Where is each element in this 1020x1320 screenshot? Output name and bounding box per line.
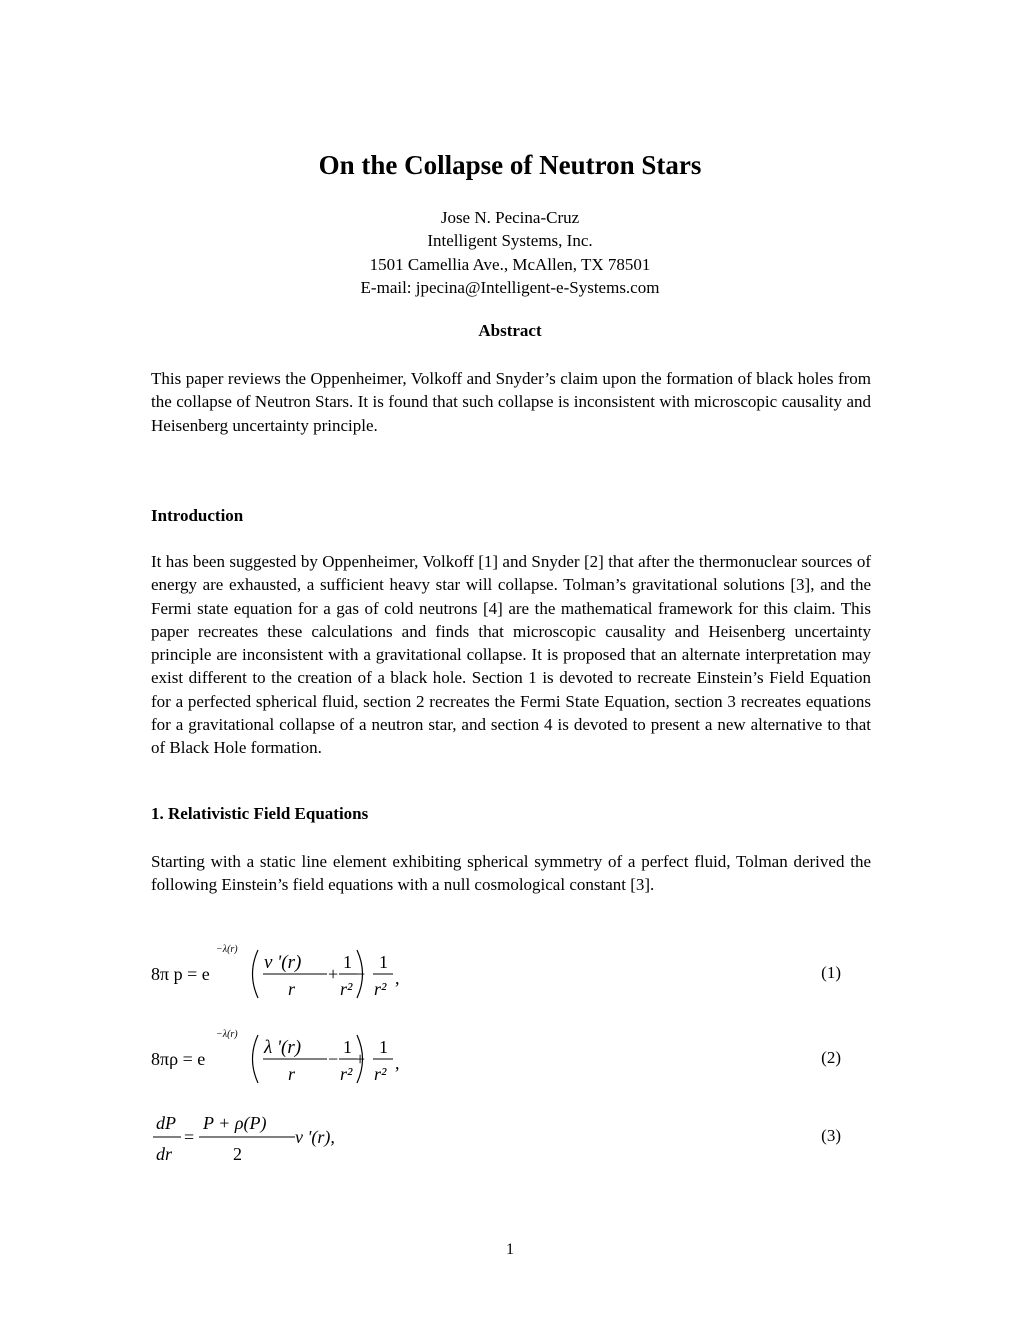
eq2-exponent: −λ(r) [216,1029,238,1040]
equation-1-number: (1) [821,963,841,982]
section1-text: Starting with a static line element exhibiting spherical symmetry of a perfect fluid, Tolman derived the following Einstein’s field equations with a null cosmological constant [3]. [151,852,871,895]
eq3-rhs-numerator: P + ρ(P) [203,1113,267,1133]
author-name: Jose N. Pecina-Cruz [440,208,580,227]
eq1-trailing-comma: , [395,968,400,988]
equation-3 [151,1108,841,1178]
eq1-exponent: −λ(r) [216,944,238,955]
equation-3-formula [151,1108,571,1178]
eq1-op2: − [355,964,366,984]
page-number: 1 [506,1241,514,1258]
eq1-term3-denominator: r² [374,979,387,999]
eq1-term2-numerator: 1 [343,952,352,972]
equation-1 [151,940,841,1010]
eq1-lhs: 8π p = e [151,964,210,984]
eq2-term2-denominator: r² [340,1064,353,1084]
eq2-term1-denominator: r [288,1064,296,1084]
equation-2-formula [151,1025,571,1095]
eq1-term1-denominator: r [288,979,296,999]
eq2-term3-numerator: 1 [379,1037,388,1057]
eq2-op2: + [355,1049,366,1069]
eq3-lhs-denominator: dr [156,1144,173,1164]
eq2-lhs: 8πρ = e [151,1049,206,1069]
author-address: 1501 Camellia Ave., McAllen, TX 78501 [369,254,651,274]
eq1-term2-denominator: r² [340,979,353,999]
eq2-term1-numerator: λ '(r) [264,1037,302,1058]
equation-1-formula [151,940,571,1010]
author-affiliation: Intelligent Systems, Inc. [427,231,593,251]
section1-heading: 1. Relativistic Field Equations [151,804,369,823]
equation-2-number: (2) [821,1048,841,1067]
paper-title: On the Collapse of Neutron Stars [318,150,702,180]
equation-3-number: (3) [821,1126,841,1145]
eq3-lhs-numerator: dP [156,1113,176,1133]
eq3-rhs-denominator: 2 [233,1144,242,1164]
introduction-heading: Introduction [151,506,244,525]
equation-2 [151,1025,841,1095]
eq1-term1-numerator: ν '(r) [264,952,302,973]
eq2-op1: − [328,1049,339,1069]
abstract-text: This paper reviews the Oppenheimer, Volkoff and Snyder’s claim upon the formation of black holes from the collapse of Neutron Stars. It is found that such collapse is inconsistent with microscopic causality and Heisenberg uncertainty principle. [151,369,871,435]
eq2-trailing-comma: , [395,1053,400,1073]
eq3-rhs-tail: ν '(r), [295,1127,335,1147]
introduction-text: It has been suggested by Oppenheimer, Volkoff [1] and Snyder [2] that after the thermonuclear sources of energy are exhausted, a sufficient heavy star will collapse. Tolman’s gravitational solutions [3], and the Fermi state equation for a gas of cold neutrons [4] are the mathematical framework for this claim. This paper recreates these calculations and finds that microscopic causality and Heisenberg uncertainty principle are inconsistent with a gravitational collapse. It is proposed that an alternate interpretation may exist different to the creation of a black hole. Section 1 is devoted to recreate Einstein’s Field Equation for a perfected spherical fluid, section 2 recreates the Fermi State Equation, section 3 recreates equations for a gravitational collapse of a neutron star, and section 4 is devoted to present a new alternative to that of Black Hole formation. [151,552,871,758]
eq2-term2-numerator: 1 [343,1037,352,1057]
author-email: E-mail: jpecina@Intelligent-e-Systems.com [360,277,660,297]
eq3-equals: = [184,1127,195,1147]
author-block [0,206,1020,299]
eq1-term3-numerator: 1 [379,952,388,972]
abstract-heading: Abstract [478,321,542,340]
eq2-left-paren [253,1035,259,1083]
eq1-left-paren [253,950,259,998]
eq1-op1: + [328,964,339,984]
eq2-term3-denominator: r² [374,1064,387,1084]
